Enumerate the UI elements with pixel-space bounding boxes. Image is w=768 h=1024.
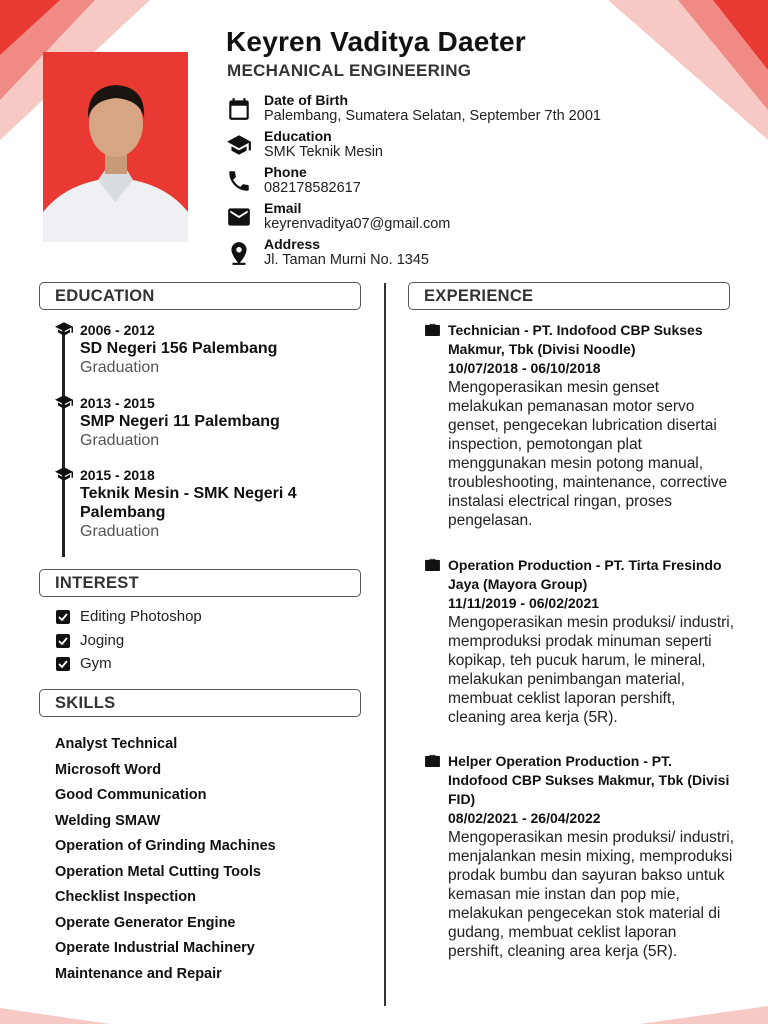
skill-item: Good Communication — [55, 787, 207, 803]
experience-dates: 11/11/2019 - 06/02/2021 — [448, 595, 600, 611]
graduation-cap-icon — [55, 395, 73, 409]
experience-dates: 08/02/2021 - 26/04/2022 — [448, 810, 601, 826]
skill-item: Operate Industrial Machinery — [55, 940, 255, 956]
skill-item: Maintenance and Repair — [55, 965, 222, 982]
decorative-corner-top-right — [608, 0, 768, 140]
interest-label: Gym — [80, 655, 112, 672]
calendar-icon — [226, 96, 252, 122]
education-status: Graduation — [80, 523, 160, 540]
section-header-experience — [408, 282, 730, 310]
education-years: 2015 - 2018 — [80, 467, 155, 483]
section-title: SKILLS — [55, 694, 116, 712]
education-school: Teknik Mesin - SMK Negeri 4 Palembang — [80, 485, 297, 521]
section-title: EDUCATION — [55, 287, 155, 305]
contact-label: Education — [264, 128, 332, 144]
skills-list — [55, 735, 276, 990]
section-title: INTEREST — [55, 574, 139, 592]
contact-value: 082178582617 — [264, 180, 361, 196]
experience-item — [425, 556, 735, 727]
briefcase-icon — [425, 558, 440, 571]
education-item — [80, 394, 280, 450]
profile-photo — [43, 52, 188, 242]
contact-label: Phone — [264, 164, 307, 180]
education-years: 2006 - 2012 — [80, 322, 155, 338]
checkbox-checked-icon — [56, 657, 70, 671]
skill-item: Microsoft Word — [55, 761, 162, 778]
contact-label: Email — [264, 200, 302, 216]
briefcase-icon — [425, 323, 440, 336]
contact-label: Date of Birth — [264, 92, 348, 108]
education-timeline-line — [62, 330, 65, 557]
interest-label: Joging — [80, 632, 125, 649]
email-icon — [226, 204, 252, 230]
phone-icon — [226, 168, 252, 194]
experience-item — [425, 321, 735, 530]
interest-label: Editing Photoshop — [80, 608, 202, 625]
contact-value: Palembang, Sumatera Selatan, September 7th 2001 — [264, 108, 601, 124]
education-item — [80, 321, 277, 377]
skill-item: Checklist Inspection — [55, 889, 197, 905]
checkbox-checked-icon — [56, 610, 70, 624]
section-title: EXPERIENCE — [424, 287, 534, 305]
full-name: Keyren Vaditya Daeter — [226, 26, 526, 57]
skill-item: Welding SMAW — [55, 812, 161, 829]
experience-title: Helper Operation Production - PT. Indofood CBP Sukses Makmur, Tbk (Divisi FID) — [448, 753, 730, 807]
skill-item: Operate Generator Engine — [55, 914, 236, 931]
column-divider — [384, 283, 386, 1006]
skill-item: Analyst Technical — [55, 736, 178, 752]
job-title: MECHANICAL ENGINEERING — [227, 61, 472, 80]
experience-title: Technician - PT. Indofood CBP Sukses Makmur, Tbk (Divisi Noodle) — [448, 322, 703, 357]
experience-description: Mengoperasikan mesin produksi/ industri, memproduksi prodak minuman seperti kopikap, teh pucuk harum, le mineral, melakukan penimbangan material, membuat ceklist laporan pershift, cleaning area kerja (5R). — [448, 614, 735, 726]
location-pin-icon — [226, 240, 252, 266]
checkbox-checked-icon — [56, 634, 70, 648]
contact-value: Jl. Taman Murni No. 1345 — [264, 252, 429, 268]
education-item — [80, 466, 350, 541]
skill-item: Operation of Grinding Machines — [55, 838, 276, 854]
graduation-cap-icon — [55, 467, 73, 481]
experience-description: Mengoperasikan mesin produksi/ industri, menjalankan mesin mixing, memproduksi prodak bumbu dan sayuran bakso untuk kemasan mie instan dan pop mie, melakukan pengecekan stok material di gudang, membuat ceklist laporan pershift, cleaning area kerja (5R). — [448, 829, 735, 960]
education-years: 2013 - 2015 — [80, 395, 155, 411]
section-header-education — [39, 282, 361, 310]
section-header-interest — [39, 569, 361, 597]
skill-item: Operation Metal Cutting Tools — [55, 863, 261, 880]
experience-dates: 10/07/2018 - 06/10/2018 — [448, 360, 601, 376]
education-school: SD Negeri 156 Palembang — [80, 340, 278, 357]
education-status: Graduation — [80, 432, 160, 449]
education-school: SMP Negeri 11 Palembang — [80, 413, 280, 430]
graduation-cap-icon — [55, 322, 73, 336]
experience-item — [425, 752, 735, 961]
experience-description: Mengoperasikan mesin genset melakukan pemanasan motor servo genset, pengecekan lubrication disertai inspection, pemotongan plat menggunakan mesin potong manual, troubleshooting, maintenance, corrective instalasi electrical ringan, proses pengelasan. — [448, 379, 728, 529]
section-header-skills — [39, 689, 361, 717]
contact-value: SMK Teknik Mesin — [264, 144, 383, 160]
contact-label: Address — [264, 236, 321, 252]
graduation-cap-icon — [226, 132, 252, 158]
education-status: Graduation — [80, 359, 160, 376]
experience-title: Operation Production - PT. Tirta Fresindo Jaya (Mayora Group) — [448, 557, 722, 592]
briefcase-icon — [425, 754, 440, 767]
contact-value: keyrenvaditya07@gmail.com — [264, 216, 451, 232]
